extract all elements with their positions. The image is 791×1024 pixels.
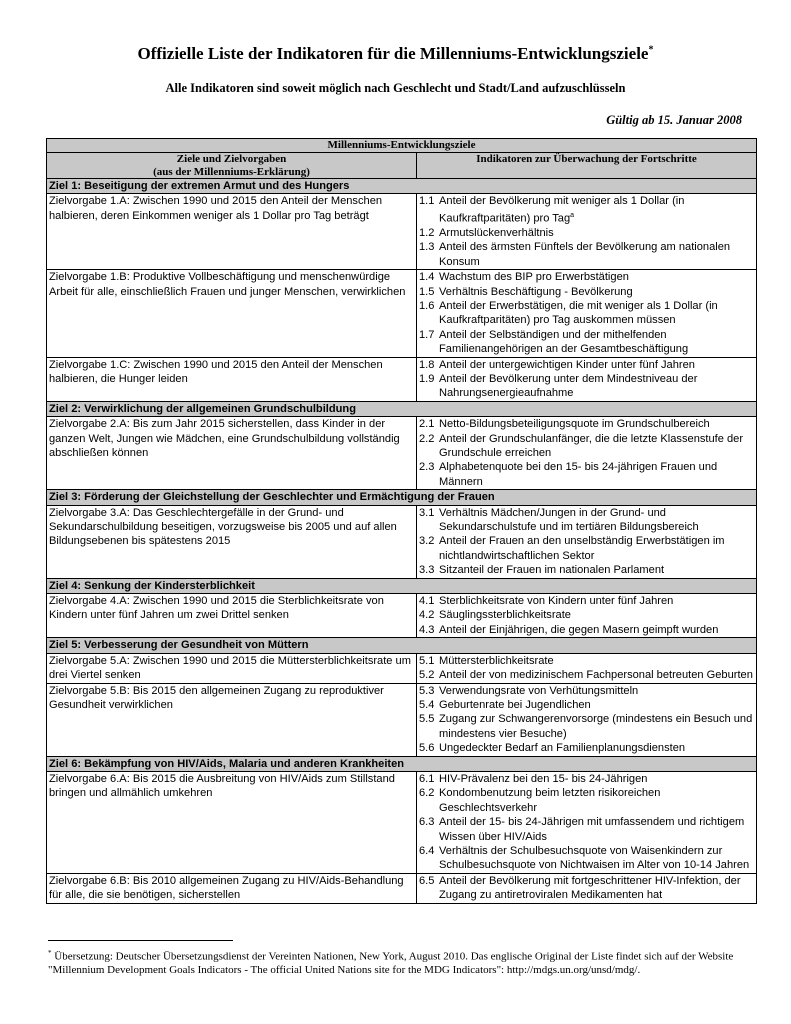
target-text: Zielvorgabe 3.A: Das Geschlechtergefälle in der Grund- und Sekundarschulbildung beseitigen, vorzugsweise bis 2005 und auf allen Bildungsebenen bis spätestens 2015 (47, 505, 417, 578)
indicator-number: 6.5 (419, 874, 435, 887)
indicator-text (439, 432, 754, 461)
indicator-item (419, 372, 754, 401)
indicator-item (419, 417, 754, 431)
target-text: Zielvorgabe 1.A: Zwischen 1990 und 2015 den Anteil der Menschen halbieren, deren Einkommen weniger als 1 Dollar pro Tag beträgt (47, 194, 417, 270)
indicator-item (419, 432, 754, 461)
indicator-text-body: HIV-Prävalenz bei den 15- bis 24-Jährigen (439, 772, 648, 785)
indicator-text-body: Anteil der Selbständigen und der mithelfenden Familienangehörigen an der Gesamtbeschäftigung (439, 328, 689, 356)
goal-title: Ziel 1: Beseitigung der extremen Armut und des Hungers (47, 179, 757, 194)
indicator-table (46, 138, 757, 904)
target-row (47, 653, 757, 683)
indicator-text-body: Ungedeckter Bedarf an Familienplanungsdiensten (439, 742, 686, 755)
indicator-text (439, 563, 754, 577)
indicator-number: 6.2 (419, 787, 435, 800)
indicator-list (417, 194, 757, 270)
indicator-text (439, 460, 754, 489)
goal-title: Ziel 3: Förderung der Gleichstellung der Geschlechter und Ermächtigung der Frauen (47, 490, 757, 505)
indicator-text-body: Anteil der Frauen an den unselbständig Erwerbstätigen im nichtlandwirtschaftlichen Sektor (439, 535, 725, 562)
indicator-item (419, 270, 754, 284)
indicator-list (417, 505, 757, 578)
indicator-text (439, 299, 754, 328)
indicator-text-body: Geburtenrate bei Jugendlichen (439, 698, 591, 711)
target-text: Zielvorgabe 1.C: Zwischen 1990 und 2015 den Anteil der Menschen halbieren, die Hunger leiden (47, 357, 417, 401)
indicator-item (419, 460, 754, 489)
indicator-text-body: Anteil der untergewichtigen Kinder unter fünf Jahren (439, 358, 695, 371)
target-row (47, 270, 757, 357)
indicator-item (419, 299, 754, 328)
indicator-list (417, 357, 757, 401)
indicator-text-body: Anteil der Erwerbstätigen, die mit weniger als 1 Dollar (in Kaufkraftparitäten) pro Tag auskommen müssen (439, 299, 718, 327)
indicator-item (419, 712, 754, 741)
indicator-item (419, 608, 754, 622)
indicator-number: 6.3 (419, 816, 435, 829)
indicator-text (439, 741, 754, 755)
indicator-item (419, 815, 754, 844)
indicator-text-body: Netto-Bildungsbeteiligungsquote im Grundschulbereich (439, 418, 710, 431)
page-subtitle: Alle Indikatoren sind soweit möglich nach Geschlecht und Stadt/Land aufzuschlüsseln (165, 81, 626, 95)
indicator-number: 1.3 (419, 241, 435, 254)
indicator-item (419, 741, 754, 755)
table-top-header: Millenniums-Entwicklungsziele (47, 139, 757, 153)
indicator-text (439, 506, 754, 535)
indicator-text (439, 786, 754, 815)
goal-row (47, 756, 757, 771)
indicator-text (439, 654, 754, 668)
indicator-item (419, 844, 754, 873)
indicator-number: 6.4 (419, 844, 435, 857)
indicator-item (419, 698, 754, 712)
target-row (47, 594, 757, 638)
indicator-item (419, 684, 754, 698)
indicator-item (419, 240, 754, 269)
indicator-text (439, 594, 754, 608)
indicator-text (439, 328, 754, 357)
indicator-text (439, 358, 754, 372)
indicator-text (439, 815, 754, 844)
indicator-text (439, 698, 754, 712)
column-header-goals-line2: (aus der Millenniums-Erklärung) (153, 165, 310, 178)
column-header-goals-line1: Ziele und Zielvorgaben (176, 153, 287, 165)
indicator-text-body: Sitzanteil der Frauen im nationalen Parlament (439, 564, 665, 577)
indicator-text (439, 417, 754, 431)
indicator-text-body: Zugang zur Schwangerenvorsorge (mindestens ein Besuch und mindestens vier Besuche) (439, 713, 753, 740)
indicator-number: 1.2 (419, 226, 435, 239)
indicator-number: 5.1 (419, 654, 435, 667)
indicator-text-body: Anteil der Bevölkerung mit fortgeschrittener HIV-Infektion, der Zugang zu antiretroviralen Medikamenten hat (439, 874, 741, 902)
goal-row (47, 179, 757, 194)
indicator-item (419, 563, 754, 577)
indicator-number: 3.2 (419, 535, 435, 548)
footnote (48, 947, 760, 978)
indicator-number: 6.1 (419, 772, 435, 785)
indicator-item (419, 506, 754, 535)
indicator-text-body: Verhältnis Mädchen/Jungen in der Grund- und Sekundarschulstufe und im tertiären Bildungsbereich (439, 506, 699, 534)
indicator-number: 3.1 (419, 506, 435, 519)
target-text: Zielvorgabe 1.B: Produktive Vollbeschäftigung und menschenwürdige Arbeit für alle, einschließlich Frauen und junger Menschen, verwirklichen (47, 270, 417, 357)
indicator-text (439, 240, 754, 269)
indicator-text-body: Anteil der Bevölkerung unter dem Mindestniveau der Nahrungsenergieaufnahme (439, 372, 698, 400)
indicator-text-body: Wachstum des BIP pro Erwerbstätigen (439, 271, 629, 284)
indicator-item (419, 328, 754, 357)
indicator-text-body: Verwendungsrate von Verhütungsmitteln (439, 684, 639, 697)
indicator-text (439, 772, 754, 786)
indicator-list (417, 873, 757, 903)
indicator-text (439, 372, 754, 401)
indicator-item (419, 623, 754, 637)
indicator-text-body: Anteil der 15- bis 24-Jährigen mit umfassendem und richtigem Wissen über HIV/Aids (439, 816, 745, 843)
target-row (47, 873, 757, 903)
indicator-text-body: Anteil der Grundschulanfänger, die die letzte Klassenstufe der Grundschule erreichen (439, 432, 744, 459)
indicator-number: 1.6 (419, 299, 435, 312)
indicator-text (439, 270, 754, 284)
column-header-goals (47, 153, 417, 179)
indicator-list (417, 417, 757, 490)
indicator-list (417, 270, 757, 357)
indicator-text-body: Verhältnis der Schulbesuchsquote von Waisenkindern zur Schulbesuchsquote von Nichtwaisen im Alter von 10-14 Jahren (439, 844, 750, 872)
indicator-text (439, 534, 754, 563)
goals-body (47, 179, 757, 904)
indicator-text-body: Säuglingssterblichkeitsrate (439, 609, 571, 622)
target-row (47, 683, 757, 756)
indicator-item (419, 772, 754, 786)
indicator-text (439, 226, 754, 240)
goal-row (47, 490, 757, 505)
indicator-text (439, 608, 754, 622)
indicator-number: 4.1 (419, 595, 435, 608)
indicator-text-body: Anteil des ärmsten Fünftels der Bevölkerung am nationalen Konsum (439, 241, 731, 268)
footnote-text: Übersetzung: Deutscher Übersetzungsdienst der Vereinten Nationen, New York, August 2010. Das englische Original der Liste findet sich auf der Website "Millennium Development Goals Indicators - The official United Nations site for the MDG Indicators": http://mdgs.un.org/unsd/mdg/. (48, 950, 734, 977)
indicator-item (419, 786, 754, 815)
indicator-list (417, 594, 757, 638)
footnote-separator (48, 940, 233, 941)
page-title-text: Offizielle Liste der Indikatoren für die Millenniums-Entwicklungsziele (137, 44, 649, 63)
goal-title: Ziel 4: Senkung der Kindersterblichkeit (47, 578, 757, 593)
page-title (0, 44, 791, 64)
target-row (47, 505, 757, 578)
indicator-number: 4.3 (419, 623, 435, 636)
target-text: Zielvorgabe 6.A: Bis 2015 die Ausbreitung von HIV/Aids zum Stillstand bringen und allmählich umkehren (47, 771, 417, 873)
indicator-number: 2.2 (419, 432, 435, 445)
indicator-text-body: Anteil der Einjährigen, die gegen Masern geimpft wurden (439, 623, 719, 636)
indicator-text-body: Verhältnis Beschäftigung - Bevölkerung (439, 285, 633, 298)
indicator-number: 1.5 (419, 285, 435, 298)
target-row (47, 417, 757, 490)
target-text: Zielvorgabe 2.A: Bis zum Jahr 2015 sicherstellen, dass Kinder in der ganzen Welt, Jungen wie Mädchen, eine Grundschulbildung vollständig abschließen können (47, 417, 417, 490)
indicator-text (439, 194, 754, 226)
indicator-text (439, 712, 754, 741)
indicator-item (419, 358, 754, 372)
indicator-number: 1.7 (419, 328, 435, 341)
indicator-item (419, 654, 754, 668)
indicator-text (439, 285, 754, 299)
indicator-text-body: Sterblichkeitsrate von Kindern unter fünf Jahren (439, 595, 674, 608)
indicator-item (419, 194, 754, 226)
goal-title: Ziel 2: Verwirklichung der allgemeinen Grundschulbildung (47, 401, 757, 416)
indicator-list (417, 683, 757, 756)
target-text: Zielvorgabe 5.B: Bis 2015 den allgemeinen Zugang zu reproduktiver Gesundheit verwirklichen (47, 683, 417, 756)
indicator-item (419, 668, 754, 682)
indicator-note-mark: a (570, 211, 575, 219)
target-text: Zielvorgabe 6.B: Bis 2010 allgemeinen Zugang zu HIV/Aids-Behandlung für alle, die sie benötigen, sicherstellen (47, 873, 417, 903)
goal-row (47, 401, 757, 416)
goal-title: Ziel 6: Bekämpfung von HIV/Aids, Malaria und anderen Krankheiten (47, 756, 757, 771)
goal-title: Ziel 5: Verbesserung der Gesundheit von Müttern (47, 638, 757, 653)
indicator-list (417, 653, 757, 683)
title-footnote-mark: * (648, 44, 654, 56)
indicator-number: 5.5 (419, 713, 435, 726)
indicator-text-body: Anteil der von medizinischem Fachpersonal betreuten Geburten (439, 669, 753, 682)
indicator-item (419, 874, 754, 903)
indicator-text (439, 668, 754, 682)
target-row (47, 771, 757, 873)
target-row (47, 357, 757, 401)
indicator-text (439, 684, 754, 698)
indicator-item (419, 594, 754, 608)
footnote-mark: * (48, 949, 52, 957)
indicator-text (439, 874, 754, 903)
column-header-indicators: Indikatoren zur Überwachung der Fortschritte (417, 153, 757, 179)
indicator-text-body: Müttersterblichkeitsrate (439, 654, 554, 667)
target-text: Zielvorgabe 5.A: Zwischen 1990 und 2015 die Müttersterblichkeitsrate um drei Viertel senken (47, 653, 417, 683)
indicator-number: 4.2 (419, 609, 435, 622)
goal-row (47, 578, 757, 593)
indicator-item (419, 226, 754, 240)
indicator-text-body: Kondombenutzung beim letzten risikoreichen Geschlechtsverkehr (439, 787, 661, 814)
indicator-text-body: Anteil der Bevölkerung mit weniger als 1 Dollar (in Kaufkraftparitäten) pro Tag (439, 195, 685, 225)
indicator-number: 5.4 (419, 698, 435, 711)
indicator-number: 3.3 (419, 564, 435, 577)
goal-row (47, 638, 757, 653)
indicator-number: 5.3 (419, 684, 435, 697)
indicator-number: 5.6 (419, 742, 435, 755)
indicator-text-body: Armutslückenverhältnis (439, 226, 554, 239)
validity-date: Gültig ab 15. Januar 2008 (606, 113, 742, 127)
indicator-text (439, 844, 754, 873)
indicator-item (419, 534, 754, 563)
indicator-text-body: Alphabetenquote bei den 15- bis 24-jährigen Frauen und Männern (439, 461, 718, 488)
indicator-number: 5.2 (419, 669, 435, 682)
indicator-number: 1.8 (419, 358, 435, 371)
indicator-number: 1.9 (419, 372, 435, 385)
indicator-number: 1.1 (419, 195, 435, 208)
indicator-item (419, 285, 754, 299)
target-text: Zielvorgabe 4.A: Zwischen 1990 und 2015 die Sterblichkeitsrate von Kindern unter fünf Jahren um zwei Drittel senken (47, 594, 417, 638)
indicator-number: 2.3 (419, 461, 435, 474)
indicator-list (417, 771, 757, 873)
target-row (47, 194, 757, 270)
indicator-number: 2.1 (419, 418, 435, 431)
indicator-text (439, 623, 754, 637)
indicator-number: 1.4 (419, 271, 435, 284)
